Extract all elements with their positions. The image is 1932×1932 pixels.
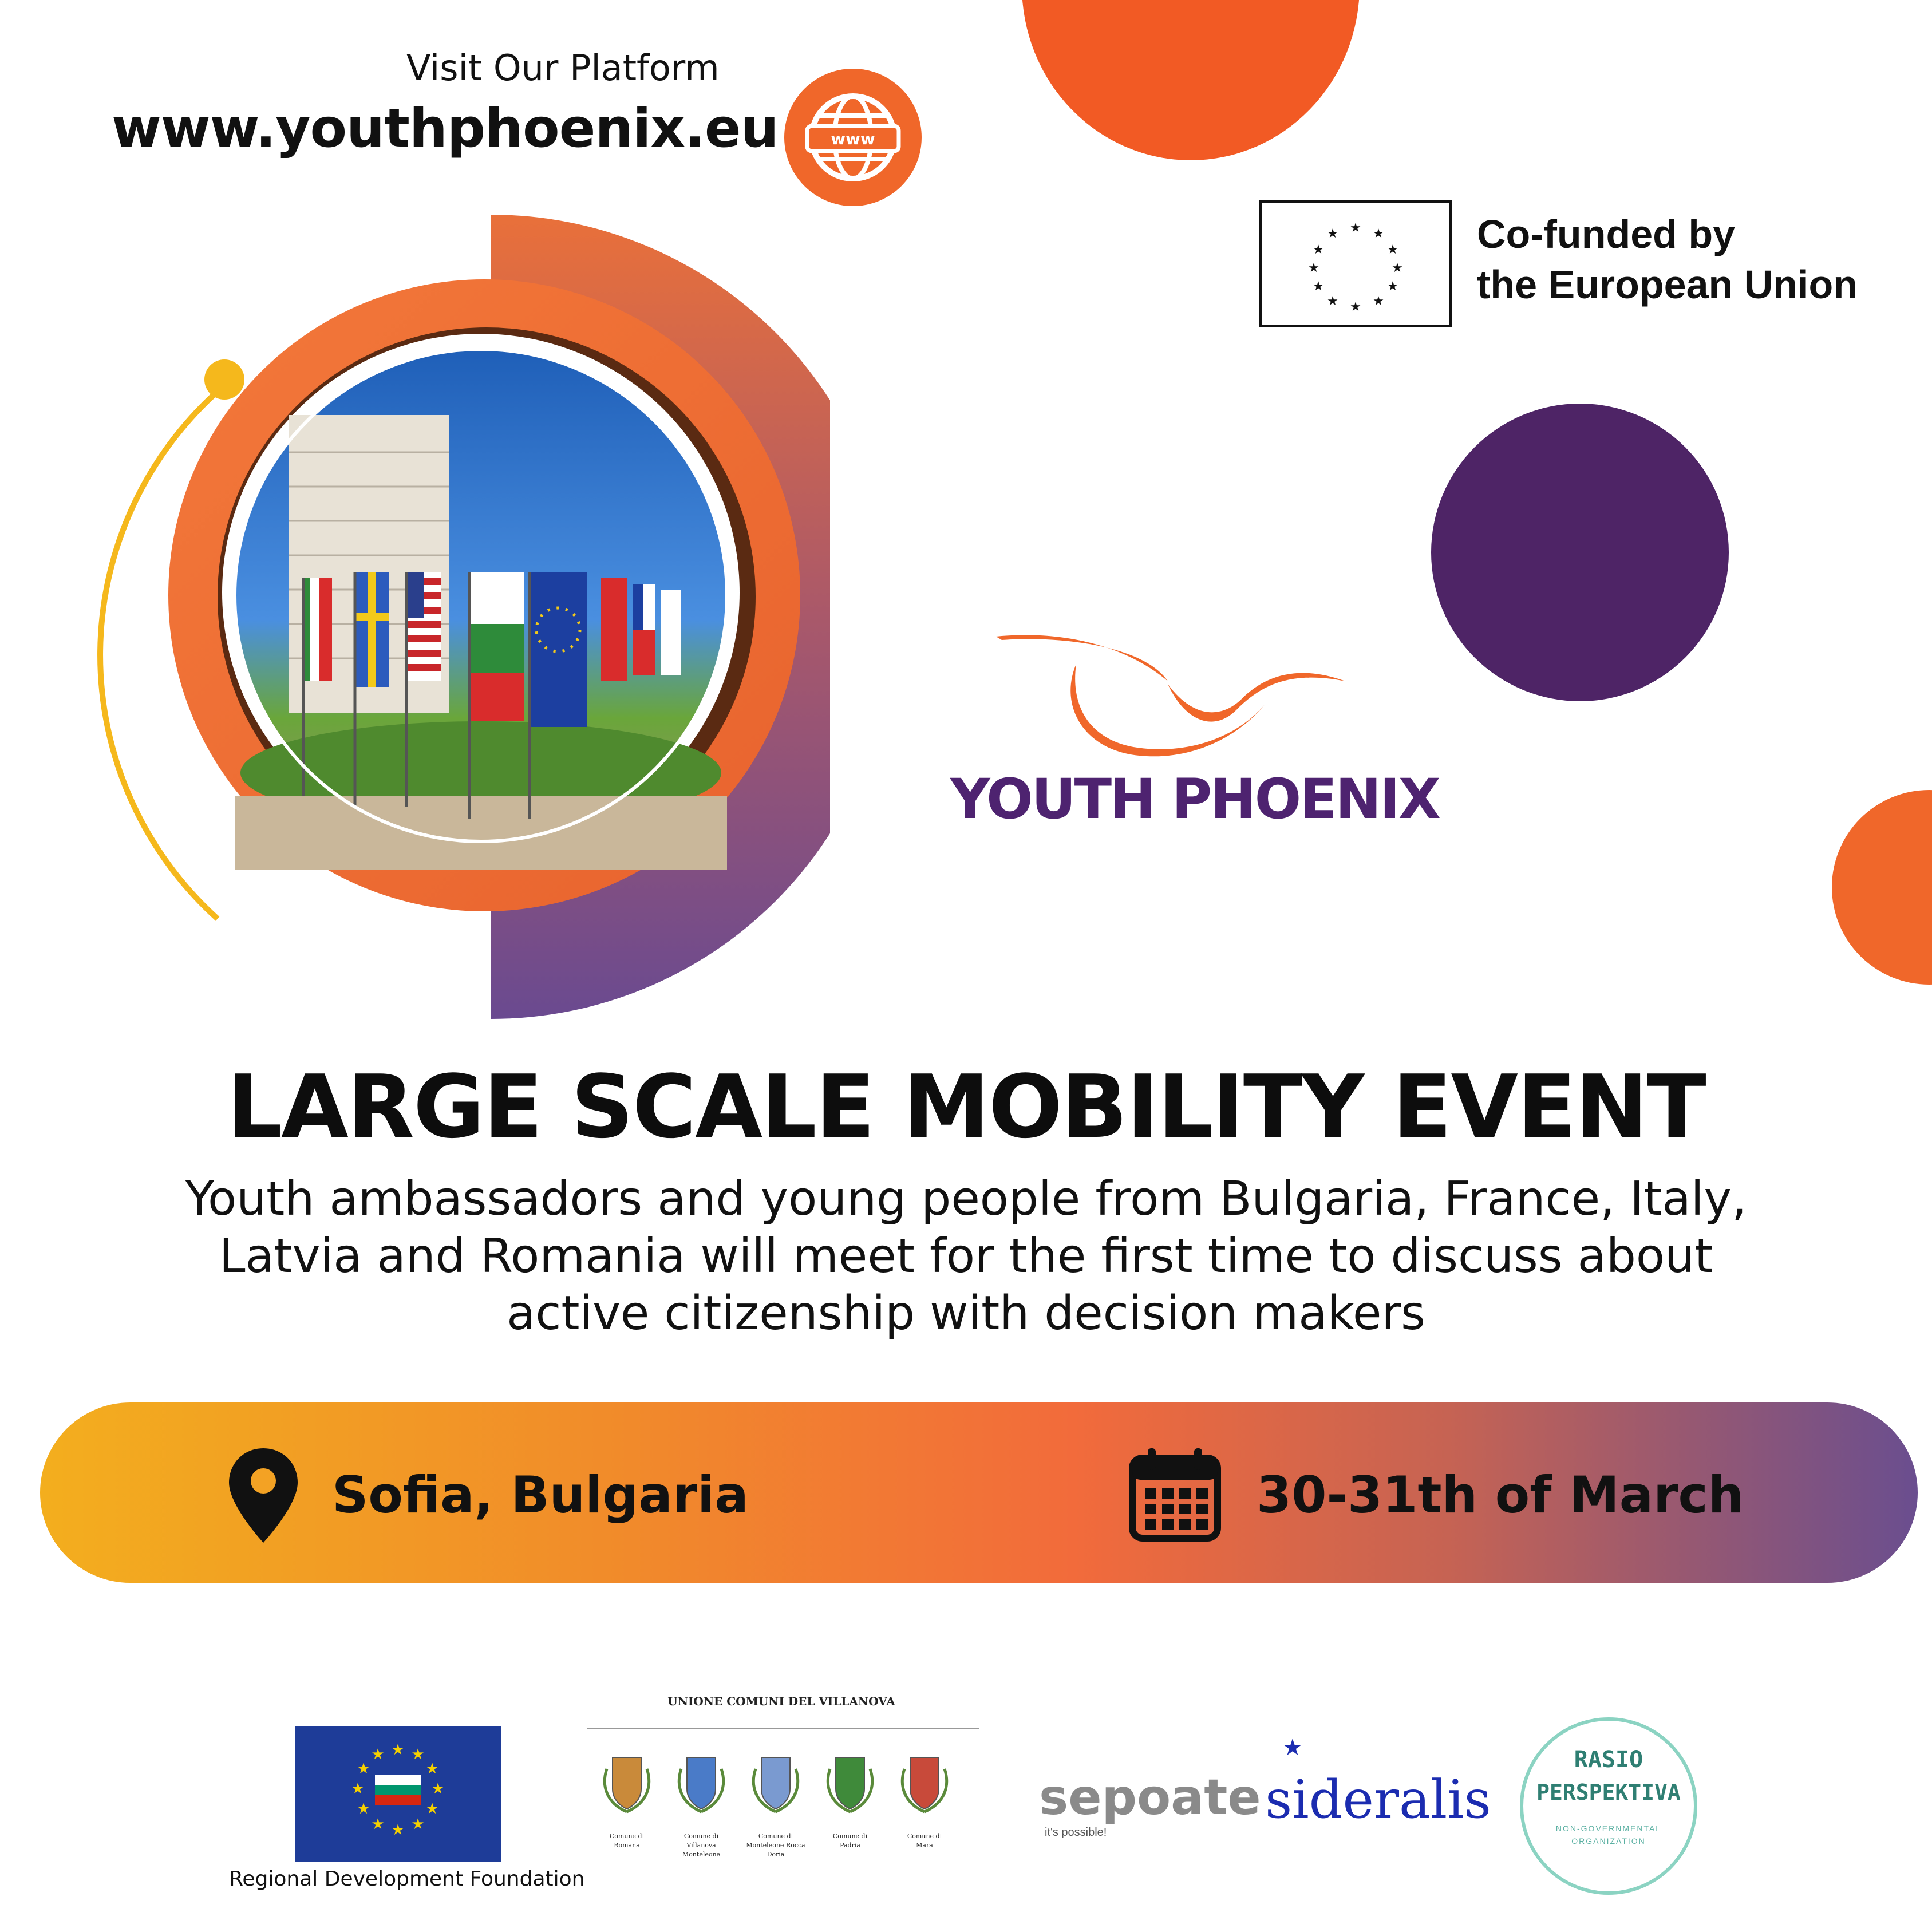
phoenix-logo-icon <box>996 630 1351 767</box>
svg-text:★: ★ <box>357 1760 370 1777</box>
svg-text:★: ★ <box>371 1815 385 1832</box>
svg-text:★: ★ <box>1313 242 1324 256</box>
comune-label-1: Comune di Romana <box>609 1832 645 1849</box>
svg-text:★: ★ <box>371 1745 385 1763</box>
event-date: 30-31th of March <box>1257 1465 1744 1524</box>
decor-circle-purple <box>1431 404 1729 701</box>
decor-circle-right <box>1832 790 1932 985</box>
comune-label-4: Comune di Padria <box>832 1832 868 1849</box>
eu-cofunded-text <box>1477 209 1858 310</box>
svg-text:★: ★ <box>1350 220 1361 235</box>
svg-text:★: ★ <box>1373 226 1384 240</box>
svg-text:★: ★ <box>425 1800 439 1817</box>
calendar-icon <box>1128 1445 1222 1543</box>
svg-text:★: ★ <box>391 1741 405 1758</box>
visit-platform-label: Visit Our Platform <box>406 47 720 89</box>
rasio-perspektiva-logo <box>1520 1717 1697 1895</box>
location-pin-icon <box>226 1445 301 1546</box>
rasio-line-2: PERSPEKTIVA <box>1536 1780 1681 1805</box>
svg-text:★: ★ <box>425 1760 439 1777</box>
decor-circle-top <box>1022 0 1360 160</box>
svg-text:★: ★ <box>411 1745 425 1763</box>
svg-text:★: ★ <box>411 1815 425 1832</box>
www-icon-text: www <box>831 129 875 148</box>
platform-url-link[interactable]: www.youthphoenix.eu <box>112 97 779 160</box>
description-line-1: Youth ambassadors and young people from Bulgaria, France, Italy, <box>185 1172 1747 1226</box>
event-title: LARGE SCALE MOBILITY EVENT <box>227 1056 1705 1157</box>
globe-www-icon[interactable] <box>784 69 922 206</box>
photo-frame <box>86 212 830 1025</box>
svg-text:★: ★ <box>357 1800 370 1817</box>
svg-text:★: ★ <box>1313 279 1324 293</box>
svg-text:★: ★ <box>351 1780 365 1797</box>
comune-label-2: Comune di Villanova Monteleone <box>682 1832 721 1858</box>
description-line-3: active citizenship with decision makers <box>507 1286 1425 1341</box>
comuni-crests <box>587 1746 982 1860</box>
rasio-line-1: RASIO <box>1574 1747 1643 1773</box>
svg-text:★: ★ <box>1387 279 1398 293</box>
sideralis-star-icon: ★ <box>1282 1735 1303 1760</box>
sideralis-logo: sideralis <box>1265 1769 1491 1830</box>
svg-text:★: ★ <box>1327 226 1338 240</box>
rasio-line-3: NON-GOVERNMENTAL ORGANIZATION <box>1555 1824 1662 1846</box>
sepoate-logo: sepoate <box>1039 1769 1261 1826</box>
svg-text:★: ★ <box>1392 260 1403 275</box>
unione-title: UNIONE COMUNI DEL VILLANOVA <box>667 1694 895 1708</box>
svg-text:★: ★ <box>391 1821 405 1838</box>
svg-text:★: ★ <box>1387 242 1398 256</box>
svg-text:★: ★ <box>1373 294 1384 308</box>
comune-label-3: Comune di Monteleone Rocca Doria <box>746 1832 805 1858</box>
description-line-2: Latvia and Romania will meet for the first time to discuss about <box>219 1229 1713 1283</box>
eu-line-1: Co-funded by <box>1477 212 1736 256</box>
rdf-flag-logo <box>295 1726 501 1862</box>
unione-divider <box>587 1728 979 1729</box>
event-description <box>114 1171 1818 1342</box>
sepoate-tagline: it's possible! <box>1045 1826 1107 1839</box>
svg-text:★: ★ <box>1308 260 1319 275</box>
eu-flag-icon <box>1259 200 1452 327</box>
event-location: Sofia, Bulgaria <box>332 1465 749 1524</box>
svg-text:★: ★ <box>1327 294 1338 308</box>
youth-phoenix-brand: YOUTH PHOENIX <box>950 767 1439 831</box>
rdf-label: Regional Development Foundation <box>229 1867 585 1891</box>
svg-text:★: ★ <box>1350 299 1361 314</box>
eu-line-2: the European Union <box>1477 262 1858 307</box>
svg-text:★: ★ <box>431 1780 445 1797</box>
comune-label-5: Comune di Mara <box>907 1832 942 1849</box>
